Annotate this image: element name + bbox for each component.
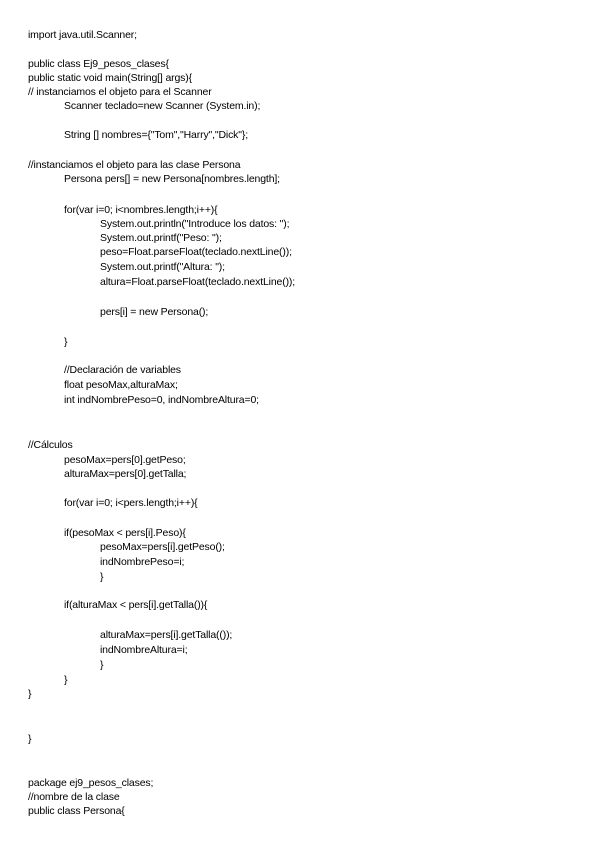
code-brace: } — [28, 688, 32, 700]
code-comment: //nombre de la clase — [28, 791, 120, 803]
code-line: package ej9_pesos_clases; — [28, 777, 154, 789]
code-brace: } — [100, 659, 104, 671]
code-line: alturaMax=pers[0].getTalla; — [64, 468, 187, 480]
code-line: for(var i=0; i<pers.length;i++){ — [64, 497, 198, 509]
code-line: for(var i=0; i<nombres.length;i++){ — [64, 204, 218, 216]
code-line: pesoMax=pers[0].getPeso; — [64, 454, 186, 466]
code-line: indNombrePeso=i; — [100, 556, 185, 568]
code-comment: //instanciamos el objeto para las clase Persona — [28, 159, 241, 171]
code-line: System.out.printf("Altura: "); — [100, 261, 225, 273]
code-line: float pesoMax,alturaMax; — [64, 379, 178, 391]
code-line: int indNombrePeso=0, indNombreAltura=0; — [64, 394, 259, 406]
code-brace: } — [100, 571, 104, 583]
code-brace: } — [28, 733, 32, 745]
code-line: public class Ej9_pesos_clases{ — [28, 58, 169, 70]
code-line: pesoMax=pers[i].getPeso(); — [100, 541, 225, 553]
code-line: System.out.printf("Peso: "); — [100, 232, 222, 244]
code-line: alturaMax=pers[i].getTalla(()); — [100, 629, 233, 641]
code-brace: } — [64, 336, 68, 348]
code-brace: } — [64, 674, 68, 686]
code-comment: //Declaración de variables — [64, 364, 181, 376]
code-line: if(pesoMax < pers[i].Peso){ — [64, 527, 186, 539]
code-line: Persona pers[] = new Persona[nombres.length]; — [64, 173, 280, 185]
code-line: String [] nombres={"Tom","Harry","Dick"}; — [64, 129, 248, 141]
code-line: if(alturaMax < pers[i].getTalla()){ — [64, 599, 208, 611]
code-line: public static void main(String[] args){ — [28, 72, 192, 84]
code-line: System.out.println("Introduce los datos: "); — [100, 218, 290, 230]
code-line: import java.util.Scanner; — [28, 29, 137, 41]
code-line: Scanner teclado=new Scanner (System.in); — [64, 100, 261, 112]
code-line: altura=Float.parseFloat(teclado.nextLine()); — [100, 276, 296, 288]
code-line: public class Persona{ — [28, 805, 125, 817]
code-line: peso=Float.parseFloat(teclado.nextLine()); — [100, 246, 292, 258]
code-line: indNombreAltura=i; — [100, 644, 188, 656]
code-comment: // instanciamos el objeto para el Scanner — [28, 86, 212, 98]
code-comment: //Cálculos — [28, 439, 73, 451]
code-line: pers[i] = new Persona(); — [100, 306, 209, 318]
